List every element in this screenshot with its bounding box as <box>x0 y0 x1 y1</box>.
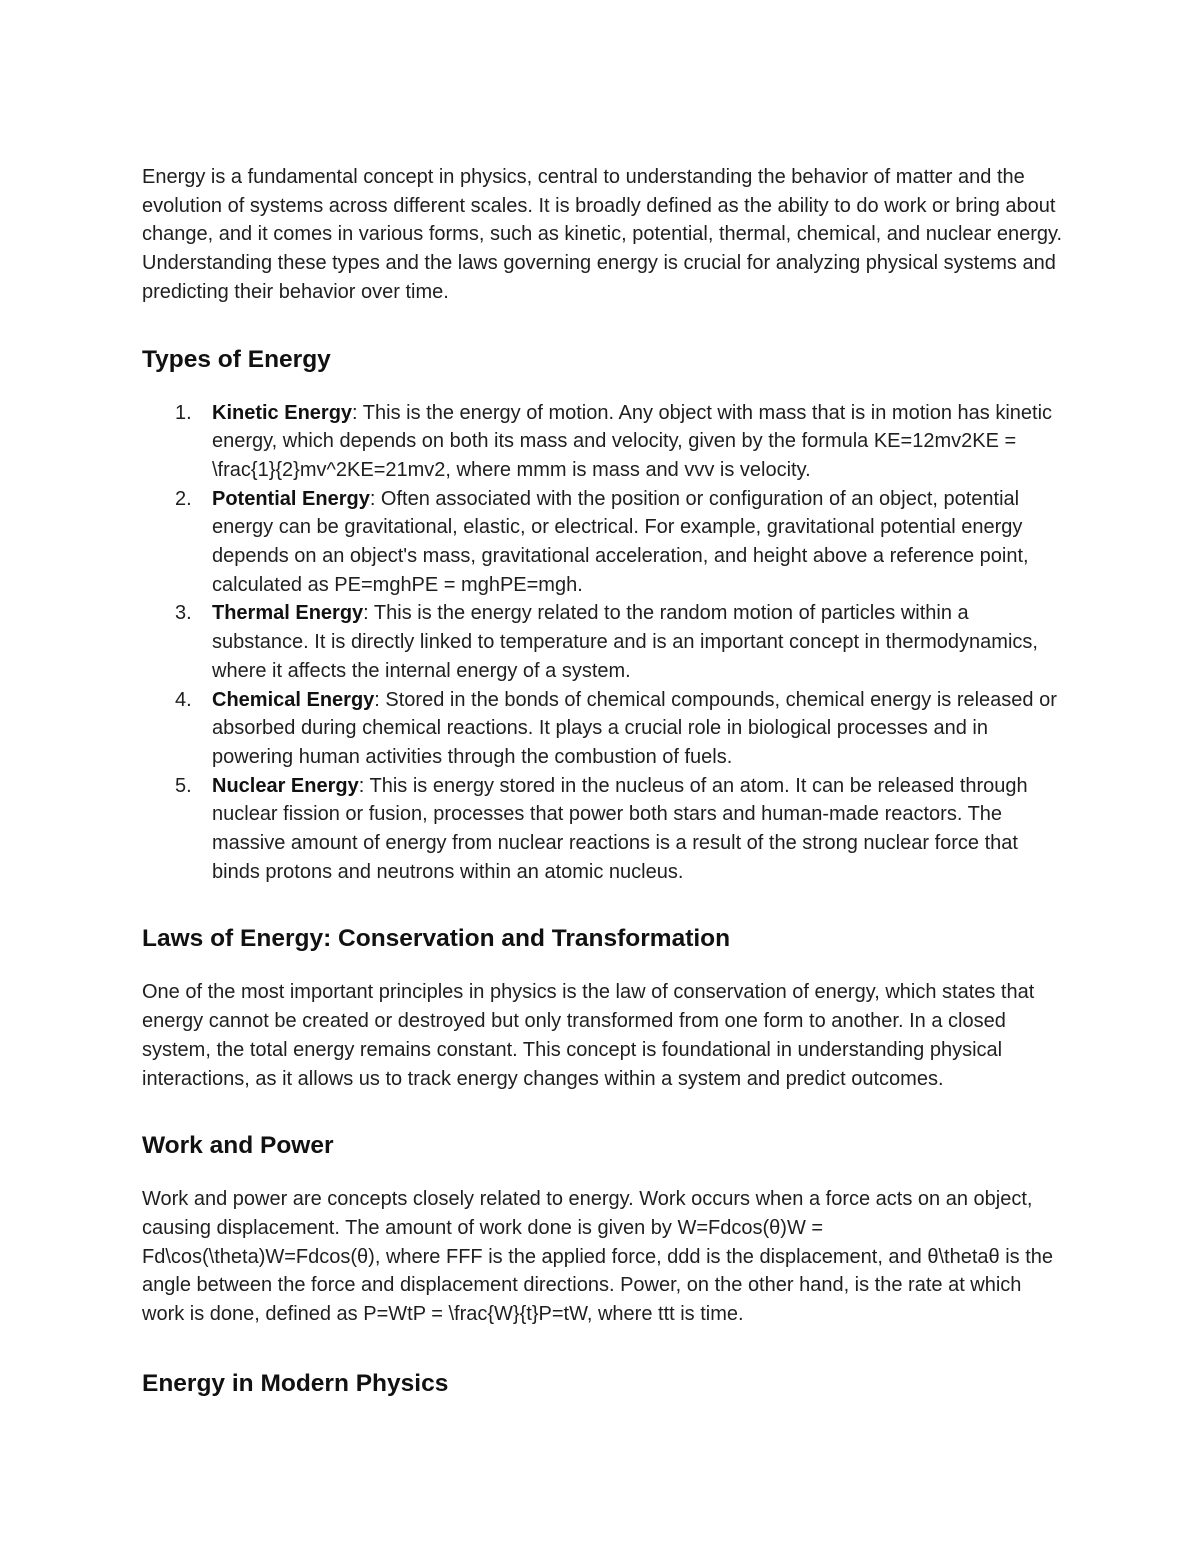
list-item-text: : This is the energy of motion. Any object with mass that is in motion has kinetic energy, which depends on both its mass and velocity, given by the formula KE=12mv2KE = \frac{1}{2}mv^2KE=21mv2, where mmm is mass and vvv is velocity. <box>212 401 1053 481</box>
list-item-text: : This is energy stored in the nucleus of an atom. It can be released through nuclear fission or fusion, processes that power both stars and human-made reactors. The massive amount of energy from nuclear reactions is a result of the strong nuclear force that binds protons and neutrons within an atomic nucleus. <box>212 774 1028 883</box>
laws-paragraph: One of the most important principles in physics is the law of conservation of energy, which states that energy cannot be created or destroyed but only transformed from one form to another. In a closed system, the total energy remains constant. This concept is foundational in understanding physical interactions, as it allows us to track energy changes within a system and predict outcomes. <box>142 981 1035 1090</box>
list-item-term: Potential Energy <box>212 487 370 510</box>
list-item-text: : Often associated with the position or configuration of an object, potential energy can be gravitational, elastic, or electrical. For example, gravitational potential energy depends on an object's mass, gravitational acceleration, and height above a reference point, calculated as PE=mghPE = mghPE=mgh. <box>212 487 1029 596</box>
list-item-nuclear <box>142 772 1067 887</box>
types-of-energy-heading: Types of Energy <box>142 345 331 373</box>
list-item-kinetic <box>142 399 1067 485</box>
list-number: 2. <box>175 487 192 510</box>
list-number: 1. <box>175 401 192 424</box>
work-power-paragraph: Work and power are concepts closely related to energy. Work occurs when a force acts on an object, causing displacement. The amount of work done is given by W=Fdcos(θ)W = Fd\cos(\theta)W=Fdcos(θ), where FFF is the applied force, ddd is the displacement, and θ\thetaθ is the angle between the force and displacement directions. Power, on the other hand, is the rate at which work is done, defined as P=WtP = \frac{W}{t}P=tW, where ttt is time. <box>142 1188 1053 1326</box>
list-item-term: Nuclear Energy <box>212 774 359 797</box>
list-item-potential <box>142 485 1067 600</box>
list-item-term: Chemical Energy <box>212 688 375 711</box>
document-page <box>142 163 1067 1399</box>
intro-paragraph: Energy is a fundamental concept in physics, central to understanding the behavior of matter and the evolution of systems across different scales. It is broadly defined as the ability to do work or bring about change, and it comes in various forms, such as kinetic, potential, thermal, chemical, and nuclear energy. Understanding these types and the laws governing energy is crucial for analyzing physical systems and predicting their behavior over time. <box>142 166 1063 303</box>
modern-physics-heading: Energy in Modern Physics <box>142 1369 449 1397</box>
work-and-power-heading: Work and Power <box>142 1132 334 1160</box>
list-number: 4. <box>175 688 192 711</box>
energy-types-list <box>142 399 1067 887</box>
list-number: 3. <box>175 602 192 625</box>
list-item-text: : This is the energy related to the random motion of particles within a substance. It is directly linked to temperature and is an important concept in thermodynamics, where it affects the internal energy of a system. <box>212 602 1038 682</box>
list-item-text: : Stored in the bonds of chemical compounds, chemical energy is released or absorbed during chemical reactions. It plays a crucial role in biological processes and in powering human activities through the combustion of fuels. <box>212 688 1057 768</box>
list-item-thermal <box>142 599 1067 685</box>
list-item-chemical <box>142 686 1067 772</box>
list-number: 5. <box>175 774 192 797</box>
list-item-term: Kinetic Energy <box>212 401 353 424</box>
list-item-term: Thermal Energy <box>212 602 364 625</box>
laws-of-energy-heading: Laws of Energy: Conservation and Transformation <box>142 925 731 953</box>
